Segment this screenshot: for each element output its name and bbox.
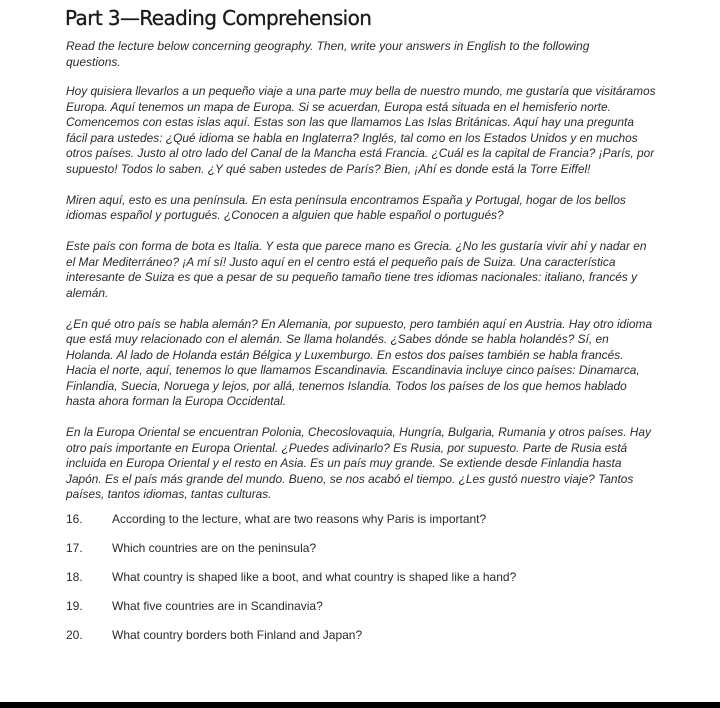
question-text: Which countries are on the peninsula? bbox=[112, 541, 317, 555]
question-item bbox=[66, 599, 666, 628]
lecture-paragraph: ¿En qué otro país se habla alemán? En Alemania, por supuesto, pero también aquí en Austria. Hay otro idioma que está muy relacionado con el alemán. Se llama holandés. ¿Sabes dónde se habla holandés? Sí, en Holanda. Al lado de Holanda están Bélgica y Luxemburgo. En estos dos países también se habla francés. Hacia el norte, aquí, tenemos lo que llamamos Escandinavia. Escandinavia incluye cinco países: Dinamarca, Finlandia, Suecia, Noruega y lejos, por allá, tenemos Islandia. Todos los países de los que hemos hablado hasta ahora forman la Europa Occidental. bbox=[66, 316, 653, 408]
question-number: 20. bbox=[66, 628, 83, 642]
question-text: According to the lecture, what are two reasons why Paris is important? bbox=[112, 512, 487, 526]
instructions-text: Read the lecture below concerning geography. Then, write your answers in English to the following questions. bbox=[66, 39, 590, 69]
question-item bbox=[66, 541, 666, 570]
lecture-paragraph: En la Europa Oriental se encuentran Polonia, Checoslovaquia, Hungría, Bulgaria, Rumania y otros países. Hay otro país importante en Europa Oriental. ¿Puedes adivinarlo? Es Rusia, por supuesto. Parte de Rusia está incluida en Europa Oriental y el resto en Asia. Es un país muy grande. Se extiende desde Finlandia hasta Japón. Es el país más grande del mundo. Bueno, se nos acabó el tiempo. ¿Les gustó nuestro viaje? Tantos países, tantos idiomas, tantas culturas. bbox=[66, 425, 651, 501]
page-title: Part 3—Reading Comprehension bbox=[65, 6, 372, 30]
lecture-text bbox=[66, 84, 656, 518]
question-number: 19. bbox=[66, 599, 83, 613]
lecture-paragraph: Este país con forma de bota es Italia. Y esta que parece mano es Grecia. ¿No les gustaría vivir ahí y nadar en el Mar Mediterráneo? ¡A mí sí! Justo aquí en el centro está el pequeño país de Suiza. Una característica interesante de Suiza es que a pesar de su pequeño tamaño tiene tres idiomas nacionales: italiano, francés y alemán. bbox=[66, 239, 647, 300]
question-text: What country is shaped like a boot, and what country is shaped like a hand? bbox=[112, 570, 517, 584]
question-list bbox=[66, 512, 666, 657]
question-number: 18. bbox=[66, 570, 83, 584]
question-item bbox=[66, 570, 666, 599]
bottom-edge-bar bbox=[0, 702, 720, 708]
question-number: 17. bbox=[66, 541, 83, 555]
lecture-paragraph: Hoy quisiera llevarlos a un pequeño viaje a una parte muy bella de nuestro mundo, me gustaría que visitáramos Europa. Aquí tenemos un mapa de Europa. Si se acuerdan, Europa está situada en el hemisferio norte. Comencemos con estas islas aquí. Estas son las que llamamos Las Islas Británicas. Aquí hay una pregunta fácil para ustedes: ¿Qué idioma se habla en Inglaterra? Inglés, tal como en los Estados Unidos y en muchos otros países. Justo al otro lado del Canal de la Mancha está Francia. ¿Cuál es la capital de Francia? ¡París, por supuesto! Todos lo saben. ¿Y qué saben ustedes de París? Bien, ¡Ahí es donde está la Torre Eiffel! bbox=[66, 84, 656, 176]
question-item bbox=[66, 512, 666, 541]
question-text: What country borders both Finland and Japan? bbox=[112, 628, 363, 642]
lecture-paragraph: Miren aquí, esto es una península. En esta península encontramos España y Portugal, hogar de los bellos idiomas español y portugués. ¿Conocen a alguien que hable español o portugués? bbox=[66, 192, 626, 222]
question-text: What five countries are in Scandinavia? bbox=[112, 599, 323, 613]
question-item bbox=[66, 628, 666, 657]
question-number: 16. bbox=[66, 512, 83, 526]
